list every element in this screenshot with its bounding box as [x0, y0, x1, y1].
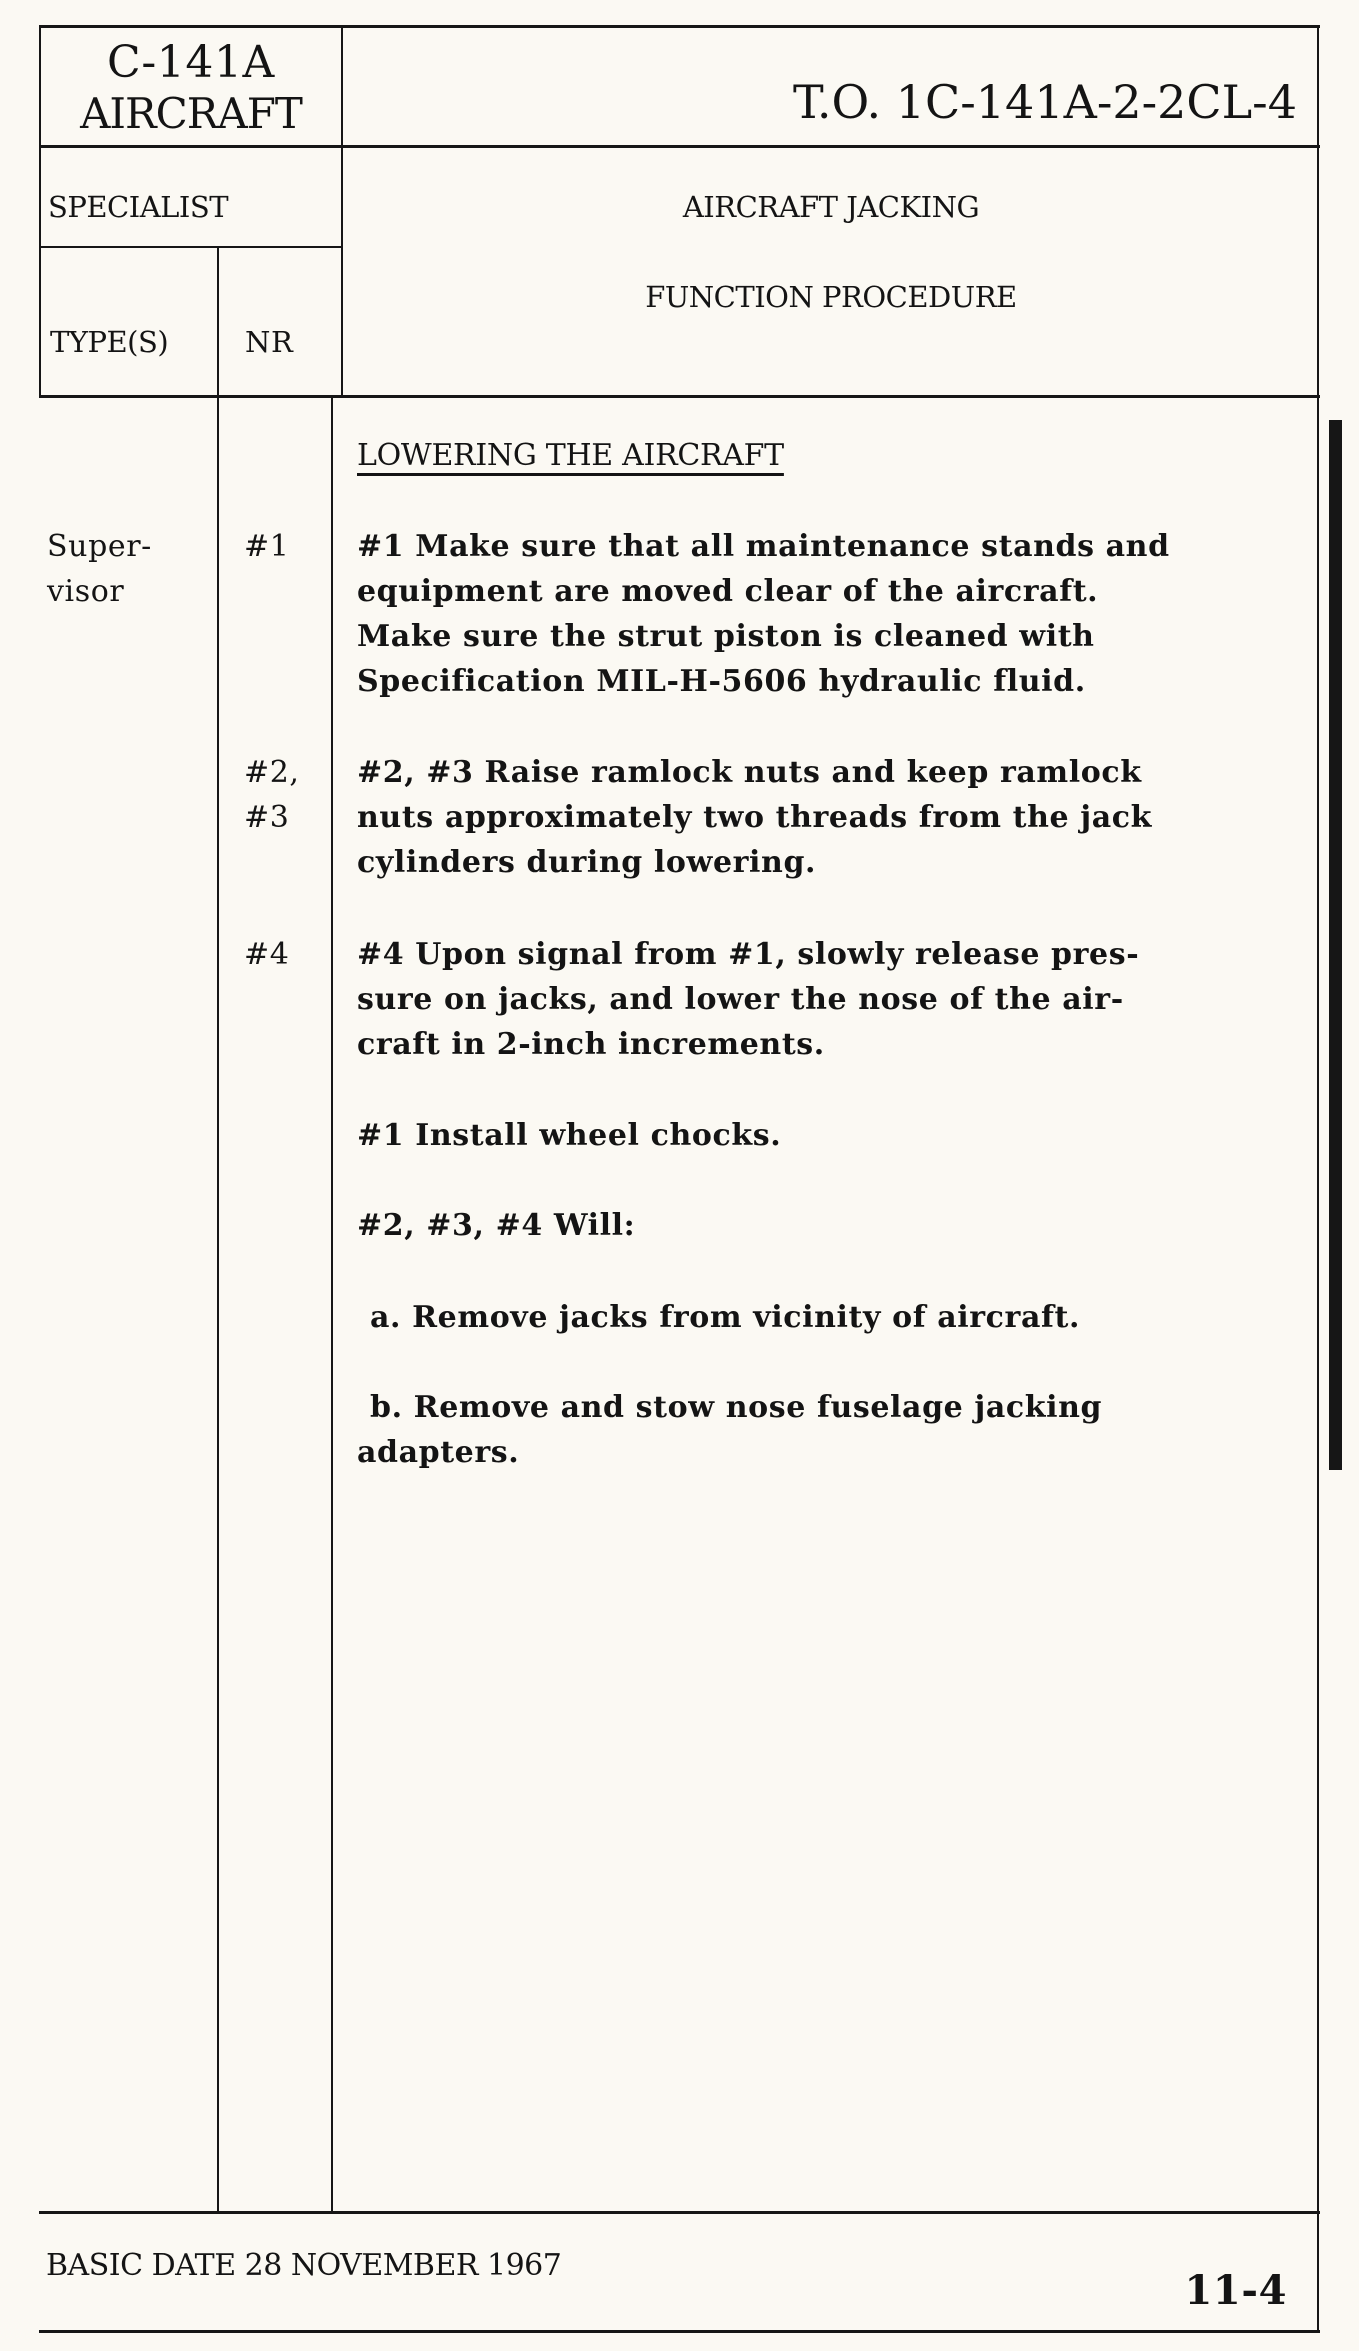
step-will: #2, #3, #4 Will:	[357, 1208, 636, 1243]
specialist-type	[47, 524, 152, 614]
step-line: #4 Upon signal from #1, slowly release pres-	[357, 937, 1140, 972]
sub-step-a: a. Remove jacks from vicinity of aircraft.	[370, 1300, 1080, 1335]
step-1	[357, 524, 1257, 704]
page-number: 11-4	[1184, 2267, 1287, 2314]
specialist-divider	[39, 246, 342, 248]
step-line: cylinders during lowering.	[357, 845, 817, 880]
step-line: sure on jacks, and lower the nose of the air-	[357, 982, 1124, 1017]
sub-step-b	[357, 1385, 1257, 1475]
to-number: T.O. 1C-141A-2-2CL-4	[792, 75, 1297, 129]
nr-line: #2,	[244, 755, 300, 790]
step-line: #1 Make sure that all maintenance stands and	[357, 529, 1170, 564]
step-chocks: #1 Install wheel chocks.	[357, 1118, 782, 1153]
step-line: b. Remove and stow nose fuselage jacking	[370, 1390, 1103, 1425]
procedure-type: FUNCTION PROCEDURE	[645, 280, 1017, 314]
header-divider-1	[39, 145, 1320, 148]
step-line: craft in 2-inch increments.	[357, 1027, 825, 1062]
basic-date: BASIC DATE 28 NOVEMBER 1967	[46, 2248, 562, 2283]
step-line: #2, #3 Raise ramlock nuts and keep ramlock	[357, 755, 1142, 790]
change-bar	[1329, 420, 1342, 1470]
nr-step-1: #1	[244, 529, 290, 564]
frame-right	[1317, 25, 1319, 2333]
header-bottom-line	[39, 395, 1320, 398]
nr-step-3: #4	[244, 937, 290, 972]
footer-bottom-line	[39, 2330, 1320, 2333]
nr-label: NR	[245, 325, 294, 359]
nr-line: #3	[244, 800, 290, 835]
step-line: adapters.	[357, 1435, 520, 1470]
step-line: Make sure the strut piston is cleaned with	[357, 619, 1095, 654]
section-heading: LOWERING THE AIRCRAFT	[357, 438, 784, 473]
nr-content-divider	[331, 397, 333, 2213]
type-line-1: Super-	[47, 529, 152, 564]
aircraft-model: C-141A	[107, 37, 275, 88]
specialist-label: SPECIALIST	[48, 190, 229, 224]
step-line: nuts approximately two threads from the jack	[357, 800, 1153, 835]
step-line: Specification MIL-H-5606 hydraulic fluid.	[357, 664, 1086, 699]
step-line: equipment are moved clear of the aircraft.	[357, 574, 1099, 609]
types-label: TYPE(S)	[50, 325, 169, 359]
section-title: AIRCRAFT JACKING	[682, 190, 980, 224]
frame-top	[39, 25, 1320, 28]
step-2	[357, 750, 1257, 885]
type-line-2: visor	[47, 574, 125, 609]
step-3	[357, 932, 1257, 1067]
types-nr-divider	[217, 247, 219, 2213]
aircraft-label: AIRCRAFT	[80, 89, 302, 138]
nr-step-2	[244, 750, 300, 840]
footer-top-line	[39, 2211, 1320, 2214]
